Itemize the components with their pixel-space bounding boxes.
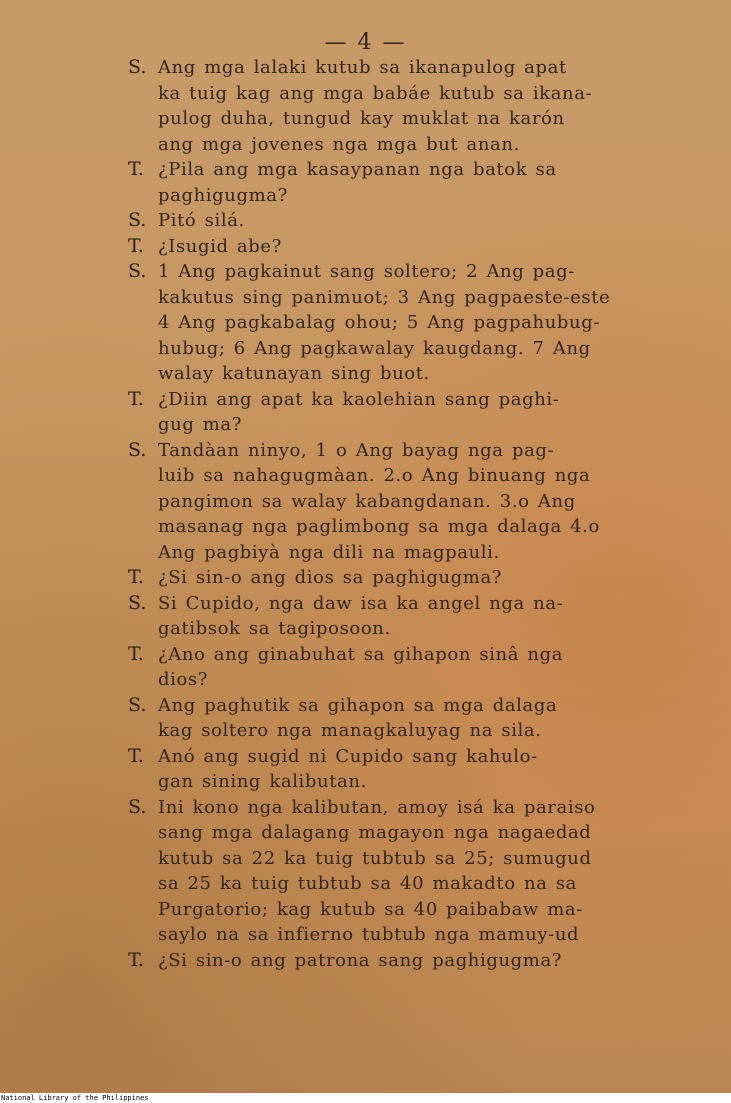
entry-text (158, 157, 658, 208)
speaker-label: T. (128, 234, 144, 257)
entry-text (158, 234, 658, 260)
text-line: Pitó silá. (158, 210, 245, 231)
text-line: 1 Ang pagkainut sang soltero; 2 Ang pag- (158, 261, 575, 282)
text-line: ¿Isugid abe? (158, 235, 282, 257)
text-line: sang mga dalagang magayon nga nagaedad (158, 822, 592, 843)
dialogue-entry (128, 693, 658, 744)
text-line: Tandàan ninyo, 1 o Ang bayag nga pag- (158, 439, 555, 461)
text-line: ka tuig kag ang mga babáe kutub sa ikana- (158, 82, 593, 104)
entry-text (158, 565, 658, 591)
text-line: ¿Si sin-o ang patrona sang paghigugma? (158, 949, 563, 971)
text-line: kag soltero nga managkaluyag na sila. (158, 720, 542, 741)
text-line: ¿Diin ang apat ka kaolehian sang paghi- (158, 388, 560, 410)
entry-text (158, 208, 658, 234)
speaker-label: T. (128, 642, 144, 665)
page-number: — 4 — (324, 30, 407, 55)
text-line: kakutus sing panimuot; 3 Ang pagpaeste-este (158, 286, 611, 308)
text-line: Ang pagbiyà nga dili na magpauli. (158, 541, 500, 563)
text-line: Purgatorio; kag kutub sa 40 paibabaw ma- (158, 898, 583, 920)
dialogue-entry (128, 259, 658, 387)
dialogue-entry (128, 55, 658, 157)
text-line: Anó ang sugid ni Cupido sang kahulo- (158, 745, 538, 767)
dialogue-entry (128, 387, 658, 438)
dialogue-entry (128, 744, 658, 795)
dialogue-entry (128, 948, 658, 974)
text-line: kutub sa 22 ka tuig tubtub sa 25; sumugud (158, 847, 592, 869)
text-line: pangimon sa walay kabangdanan. 3.o Ang (158, 490, 576, 512)
dialogue-entry (128, 795, 658, 948)
footer-credit: National Library of the Philippines (1, 1094, 149, 1102)
text-line: pulog duha, tungud kay muklat na karón (158, 108, 565, 129)
text-line: gatibsok sa tagiposoon. (158, 618, 391, 639)
text-line: ¿Si sin-o ang dios sa paghigugma? (158, 567, 503, 588)
text-line: Ini kono nga kalibutan, amoy isá ka paraiso (158, 796, 596, 818)
text-line: Ang paghutik sa gihapon sa mga dalaga (158, 694, 558, 716)
speaker-label: T. (128, 744, 144, 767)
dialogue-entry (128, 234, 658, 260)
text-line: ¿Pila ang mga kasaypanan nga batok sa (158, 159, 557, 180)
dialogue-entry (128, 642, 658, 693)
dialogue-entry (128, 438, 658, 566)
dialogue-entry (128, 591, 658, 642)
dialogue-text (128, 55, 658, 973)
text-line: saylo na sa infierno tubtub nga mamuy-ud (158, 924, 580, 945)
speaker-label: T. (128, 948, 144, 971)
text-line: hubug; 6 Ang pagkawalay kaugdang. 7 Ang (158, 337, 591, 359)
text-line: Si Cupido, nga daw isa ka angel nga na- (158, 592, 564, 614)
dialogue-entry (128, 157, 658, 208)
entry-text (158, 693, 658, 744)
text-line: gan sining kalibutan. (158, 771, 367, 792)
text-line: 4 Ang pagkabalag ohou; 5 Ang pagpahubug- (158, 312, 601, 333)
speaker-label: S. (128, 591, 147, 614)
dialogue-entry (128, 208, 658, 234)
text-line: walay katunayan sing buot. (158, 363, 430, 384)
entry-text (158, 55, 658, 157)
text-line: gug ma? (158, 414, 243, 435)
text-line: ¿Ano ang ginabuhat sa gihapon sinâ nga (158, 643, 564, 665)
entry-text (158, 591, 658, 642)
dialogue-entry (128, 565, 658, 591)
text-line: sa 25 ka tuig tubtub sa 40 makadto na sa (158, 873, 578, 894)
speaker-label: S. (128, 56, 147, 78)
speaker-label: T. (128, 387, 144, 410)
speaker-label: S. (128, 260, 147, 282)
entry-text (158, 948, 658, 974)
text-line: masanag nga paglimbong sa mga dalaga 4.o (158, 516, 600, 537)
speaker-label: T. (128, 158, 144, 180)
entry-text (158, 744, 658, 795)
speaker-label: T. (128, 566, 144, 588)
text-line: paghigugma? (158, 184, 288, 206)
speaker-label: S. (128, 795, 147, 818)
entry-text (158, 259, 658, 387)
speaker-label: S. (128, 209, 147, 231)
entry-text (158, 438, 658, 566)
speaker-label: S. (128, 693, 147, 716)
entry-text (158, 387, 658, 438)
text-line: luib sa nahagugmàan. 2.o Ang binuang nga (158, 465, 591, 486)
text-line: Ang mga lalaki kutub sa ikanapulog apat (158, 57, 567, 78)
text-line: dios? (158, 669, 209, 690)
entry-text (158, 795, 658, 948)
speaker-label: S. (128, 438, 147, 461)
entry-text (158, 642, 658, 693)
text-line: ang mga jovenes nga mga but anan. (158, 133, 520, 155)
